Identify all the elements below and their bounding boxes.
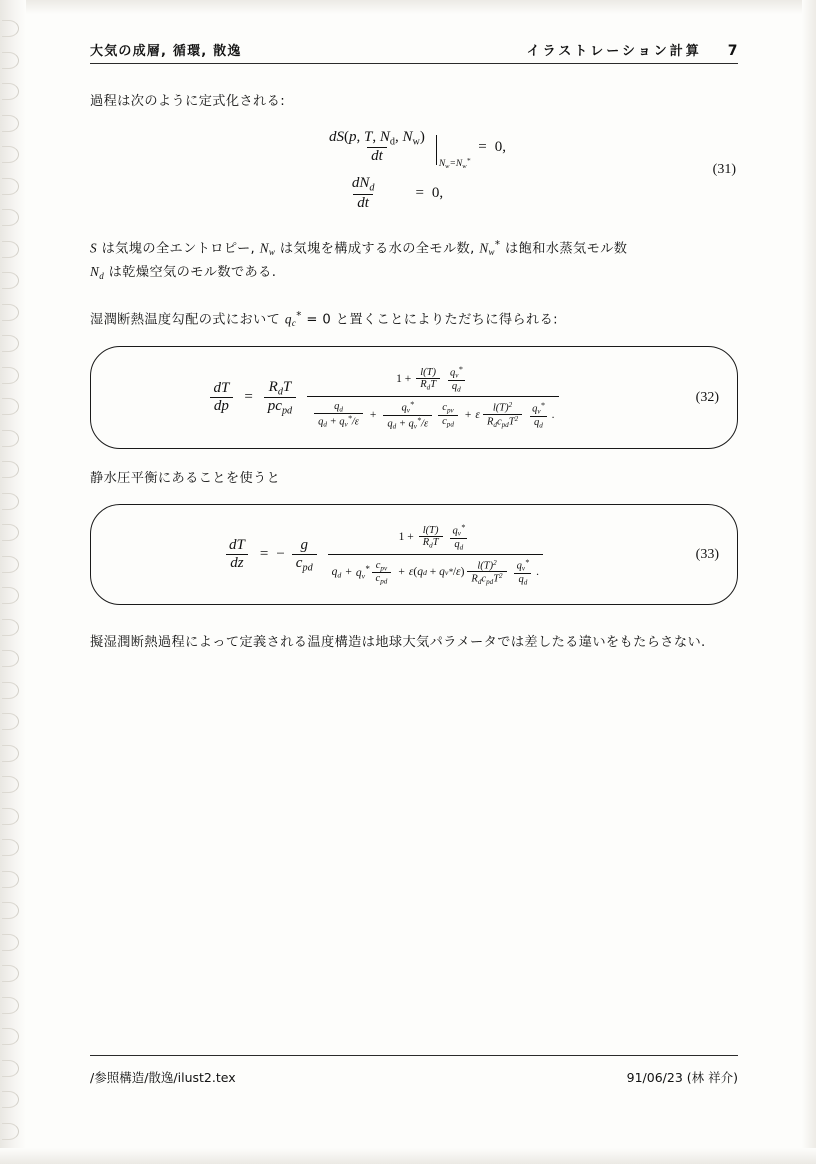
punch-hole [2,115,19,132]
punch-hole [2,524,19,541]
equation-33: $\frac{dT}{dz}$ = − $\frac{g}{c_{pd}}$ 1 + $\frac{l(T)}{R_dT}$ $\frac{q_v^*}{q_d}$ $q_d$ + $q_v^*$ $\frac{c_{pv}}{c_{pd}}$ + ε ( q d + q v * / ε ) $\frac{l(T)^2}{R_dc_{pd}T^2}$ $\frac{q_v^*}{q_d}$ . [101,523,727,586]
footer-source-path: /参照構造/散逸/ilust2.tex [90,1070,236,1085]
symbol-qc: q [284,311,292,327]
punch-hole [2,997,19,1014]
page-footer [90,1068,738,1086]
equation-33-box [90,504,738,605]
lead-in-32 [90,307,738,332]
footer-rule [90,1055,738,1056]
defs-text-4: は乾燥空気のモル数である. [104,265,277,281]
symbol-S: S [90,239,97,255]
punch-hole [2,619,19,636]
punch-hole [2,367,19,384]
equation-33-number: (33) [695,546,719,562]
defs-text-2: は気塊を構成する水の全モル数, [275,240,480,256]
scan-edge-bottom [0,1148,816,1164]
lead-in-32-text-2: = 0 と置くことによりただちに得られる: [301,312,559,328]
symbol-Nd: N [90,264,100,280]
symbol-Nw: N [259,239,269,255]
scan-edge-top [0,0,816,14]
punch-hole [2,461,19,478]
equation-31-line-2: $\frac{dN_d}{dt}$ = 0, [351,175,444,211]
punch-hole [2,20,19,37]
punch-hole-marks [2,20,22,1140]
punch-hole [2,83,19,100]
symbol-qc-sup: * [296,310,302,322]
symbol-Nstar-sup: * [494,238,501,251]
running-head-right: イラストレーション計算 [526,44,702,59]
punch-hole [2,1060,19,1077]
equation-31-line-1: $\frac{dS(p, T, N_d, N_w)}{dt}$ $N_w=N_w^*$ = 0, [329,129,506,171]
page-number: 7 [727,43,738,59]
equation-31-number: (31) [712,162,736,178]
running-head [90,40,738,59]
punch-hole [2,272,19,289]
punch-hole [2,430,19,447]
punch-hole [2,1123,19,1140]
punch-hole [2,965,19,982]
intro-paragraph: 過程は次のように定式化される: [90,94,286,109]
lead-in-32-text-1: 湿潤断熱温度勾配の式において [90,312,285,328]
punch-hole [2,808,19,825]
equation-32: $\frac{dT}{dp}$ = $\frac{R_dT}{pc_{pd}}$ 1 + $\frac{l(T)}{R_dT}$ $\frac{q_v^*}{q_d}$ $\frac{q_d}{q_d + q_v^*/\varepsilon}$ + $\frac{q_v^*}{q_d + q_v^*/\varepsilon}$ $\frac{c_{pv}}{c_{pd}}$ + ε $\frac{l(T)^2}{R_dc_{pd}T^2}$ $\frac{q_v^*}{q_d}$ . [101,365,727,430]
punch-hole [2,398,19,415]
page-content [90,40,738,668]
header-rule [90,63,738,64]
symbol-Nw-sub: w [268,246,276,257]
symbol-Nd-sub: d [99,271,105,282]
punch-hole [2,556,19,573]
equation-31 [90,129,738,212]
punch-hole [2,241,19,258]
closing-paragraph: 擬湿潤断熱過程によって定義される温度構造は地球大気パラメータでは差したる違いをもたらさない. [90,635,706,651]
punch-hole [2,209,19,226]
punch-hole [2,745,19,762]
punch-hole [2,682,19,699]
footer-date-author: 91/06/23 (林 祥介) [626,1070,738,1085]
punch-hole [2,839,19,856]
punch-hole [2,776,19,793]
punch-hole [2,934,19,951]
punch-hole [2,902,19,919]
symbol-qc-sub: c [291,318,297,329]
punch-hole [2,304,19,321]
equation-32-number: (32) [695,389,719,405]
symbol-Nstar: N [479,239,489,255]
lead-in-33: 静水圧平衡にあることを使うと [90,471,281,487]
punch-hole [2,1091,19,1108]
punch-hole [2,871,19,888]
defs-text-3: は飽和水蒸気モル数 [500,240,628,256]
definitions-paragraph: S は気塊の全エントロピー, $N_w$ は気塊を構成する水の全モル数, $N_w^*$ は飽和水蒸気モル数 $N_d$ は乾燥空気のモル数である. [90,238,628,282]
running-head-left: 大気の成層, 循環, 散逸 [90,44,242,59]
punch-hole [2,52,19,69]
equation-32-box [90,346,738,449]
punch-hole [2,713,19,730]
punch-hole [2,335,19,352]
punch-hole [2,587,19,604]
punch-hole [2,146,19,163]
punch-hole [2,178,19,195]
scan-edge-right [802,0,816,1164]
defs-text-1: は気塊の全エントロピー, [97,240,260,256]
punch-hole [2,1028,19,1045]
punch-hole [2,493,19,510]
punch-hole [2,650,19,667]
